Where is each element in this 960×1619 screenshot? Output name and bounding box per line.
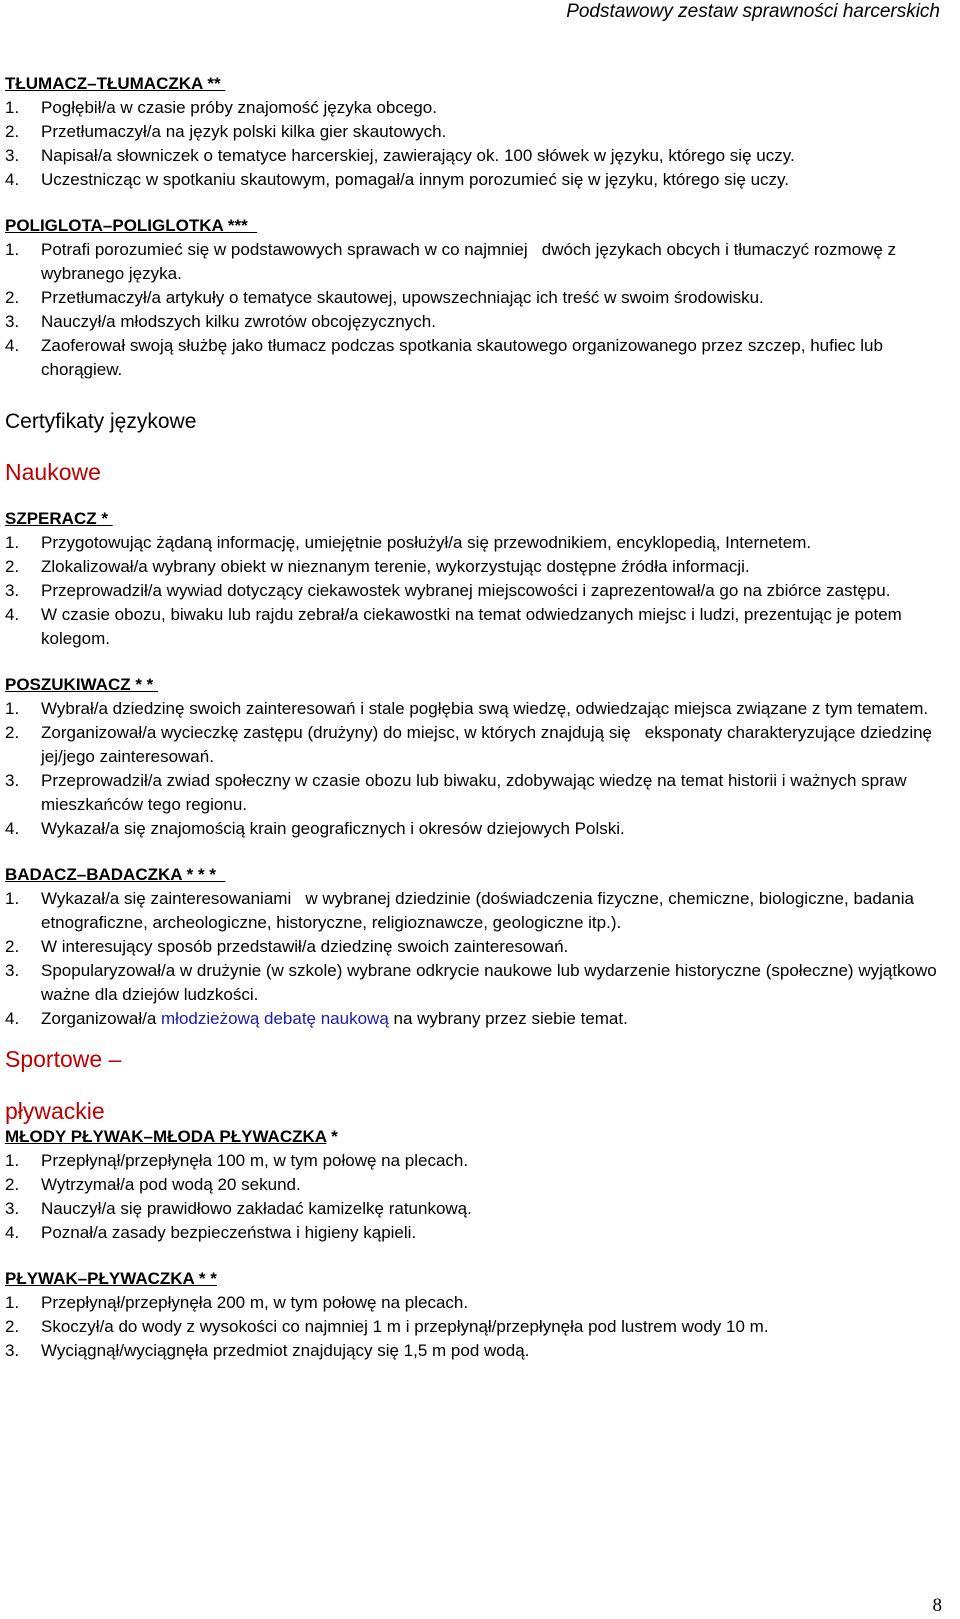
task-item: 1. Wykazał/a się zainteresowaniami w wybranej dziedzinie (doświadczenia fizyczne, chemiczne, biologiczne, badania etnograficzne, archeologiczne, historyczne, religioznawcze, geologiczne itp.).: [5, 889, 919, 932]
task-item: 1. Pogłębił/a w czasie próby znajomość języka obcego.: [5, 98, 437, 117]
spacer: [5, 651, 953, 673]
task-item: 2. Przetłumaczył/a artykuły o tematyce skautowej, upowszechniając ich treść w swoim środowisku.: [5, 288, 764, 307]
task-item: 1. Przygotowując żądaną informację, umiejętnie posłużył/a się przewodnikiem, encyklopedią, Internetem.: [5, 533, 812, 552]
task-item: 2. Zorganizował/a wycieczkę zastępu (drużyny) do miejsc, w których znajdują się eksponaty charakteryzujące dziedzinę jej/jego zainteresowań.: [5, 723, 937, 766]
task-list-poszukiwacz: [5, 697, 953, 841]
running-header: Podstawowy zestaw sprawności harcerskich: [566, 1, 940, 22]
task-list-tlumacz: [5, 96, 953, 192]
task-list-badacz: [5, 887, 953, 1031]
badge-title-badacz: BADACZ–BADACZKA * * *: [5, 865, 226, 884]
task-item: 4. Uczestnicząc w spotkaniu skautowym, pomagał/a innym porozumieć się w języku, którego się uczy.: [5, 170, 789, 189]
task-list-plywak: [5, 1291, 953, 1363]
task-item: 4. Zaoferował swoją służbę jako tłumacz podczas spotkania skautowego organizowanego przez szczep, hufiec lub chorągiew.: [5, 336, 883, 379]
badge-title-poszukiwacz: POSZUKIWACZ * *: [5, 675, 159, 694]
task-item: 1. Potrafi porozumieć się w podstawowych sprawach w co najmniej dwóch językach obcych i tłumaczyć rozmowę z wybranego języka.: [5, 240, 901, 283]
spacer: [5, 1245, 953, 1267]
badge-title-plywak: PŁYWAK–PŁYWACZKA * *: [5, 1269, 217, 1288]
task-item: 4. Poznał/a zasady bezpieczeństwa i higieny kąpieli.: [5, 1223, 417, 1242]
section-heading-naukowe: Naukowe: [5, 459, 101, 485]
section-heading-plywackie: pływackie: [5, 1098, 105, 1124]
task-item: 1. Wybrał/a dziedzinę swoich zainteresowań i stale pogłębia swą wiedzę, odwiedzając miejsca związane z tym tematem.: [5, 699, 929, 718]
task-item: 3. Napisał/a słowniczek o tematyce harcerskiej, zawierający ok. 100 słówek w języku, którego się uczy.: [5, 146, 795, 165]
task-list-szperacz: [5, 531, 953, 651]
task-item: 3. Nauczył/a się prawidłowo zakładać kamizelkę ratunkową.: [5, 1199, 472, 1218]
page-number: 8: [932, 1595, 942, 1616]
task-item: 2. Przetłumaczył/a na język polski kilka gier skautowych.: [5, 122, 447, 141]
task-item: 2. Zlokalizował/a wybrany obiekt w nieznanym terenie, wykorzystując dostępne źródła informacji.: [5, 557, 750, 576]
section-heading-certyfikaty: Certyfikaty językowe: [5, 410, 197, 433]
badge-title-poliglota: POLIGLOTA–POLIGLOTKA ***: [5, 216, 258, 235]
task-item: 4. Zorganizował/a młodzieżową debatę naukową na wybrany przez siebie temat.: [5, 1009, 628, 1028]
badge-title-szperacz: SZPERACZ *: [5, 509, 113, 528]
badge-title-tlumacz: TŁUMACZ–TŁUMACZKA **: [5, 74, 226, 93]
section-heading-sportowe: Sportowe –: [5, 1046, 122, 1072]
task-list-poliglota: [5, 238, 953, 382]
task-item: 4. W czasie obozu, biwaku lub rajdu zebrał/a ciekawostki na temat odwiedzanych miejsc i ludzi, prezentując je potem kolegom.: [5, 605, 902, 648]
task-item: 3. Spopularyzował/a w drużynie (w szkole) wybrane odkrycie naukowe lub wydarzenie historyczne (społeczne) wyjątkowo ważne dla dziejów ludzkości.: [5, 961, 937, 1004]
task-item: 1. Przepłynął/przepłynęła 200 m, w tym połowę na plecach.: [5, 1293, 469, 1312]
debate-link[interactable]: młodzieżową debatę naukową: [161, 1009, 389, 1028]
task-item: 4. Wykazał/a się znajomością krain geograficznych i okresów dziejowych Polski.: [5, 819, 625, 838]
task-item: 2. Skoczył/a do wody z wysokości co najmniej 1 m i przepłynął/przepłynęła pod lustrem wody 10 m.: [5, 1317, 769, 1336]
task-item: 3. Przeprowadził/a zwiad społeczny w czasie obozu lub biwaku, zdobywając wiedzę na temat historii i ważnych spraw mieszkańców tego regionu.: [5, 771, 907, 814]
task-list-mlody-plywak: [5, 1149, 953, 1245]
document-body: [5, 72, 953, 1363]
spacer: [5, 192, 953, 214]
task-item: 3. Nauczył/a młodszych kilku zwrotów obcojęzycznych.: [5, 312, 436, 331]
task-item: 2. Wytrzymał/a pod wodą 20 sekund.: [5, 1175, 301, 1194]
task-item: 1. Przepłynął/przepłynęła 100 m, w tym połowę na plecach.: [5, 1151, 469, 1170]
task-item: 3. Wyciągnął/wyciągnęła przedmiot znajdujący się 1,5 m pod wodą.: [5, 1341, 530, 1360]
spacer: [5, 841, 953, 863]
task-item: 3. Przeprowadził/a wywiad dotyczący ciekawostek wybranej miejscowości i zaprezentował/a go na zbiórce zastępu.: [5, 581, 891, 600]
badge-title-mlody-plywak: MŁODY PŁYWAK–MŁODA PŁYWACZKA *: [5, 1127, 338, 1146]
task-item: 2. W interesujący sposób przedstawił/a dziedzinę swoich zainteresowań.: [5, 937, 569, 956]
